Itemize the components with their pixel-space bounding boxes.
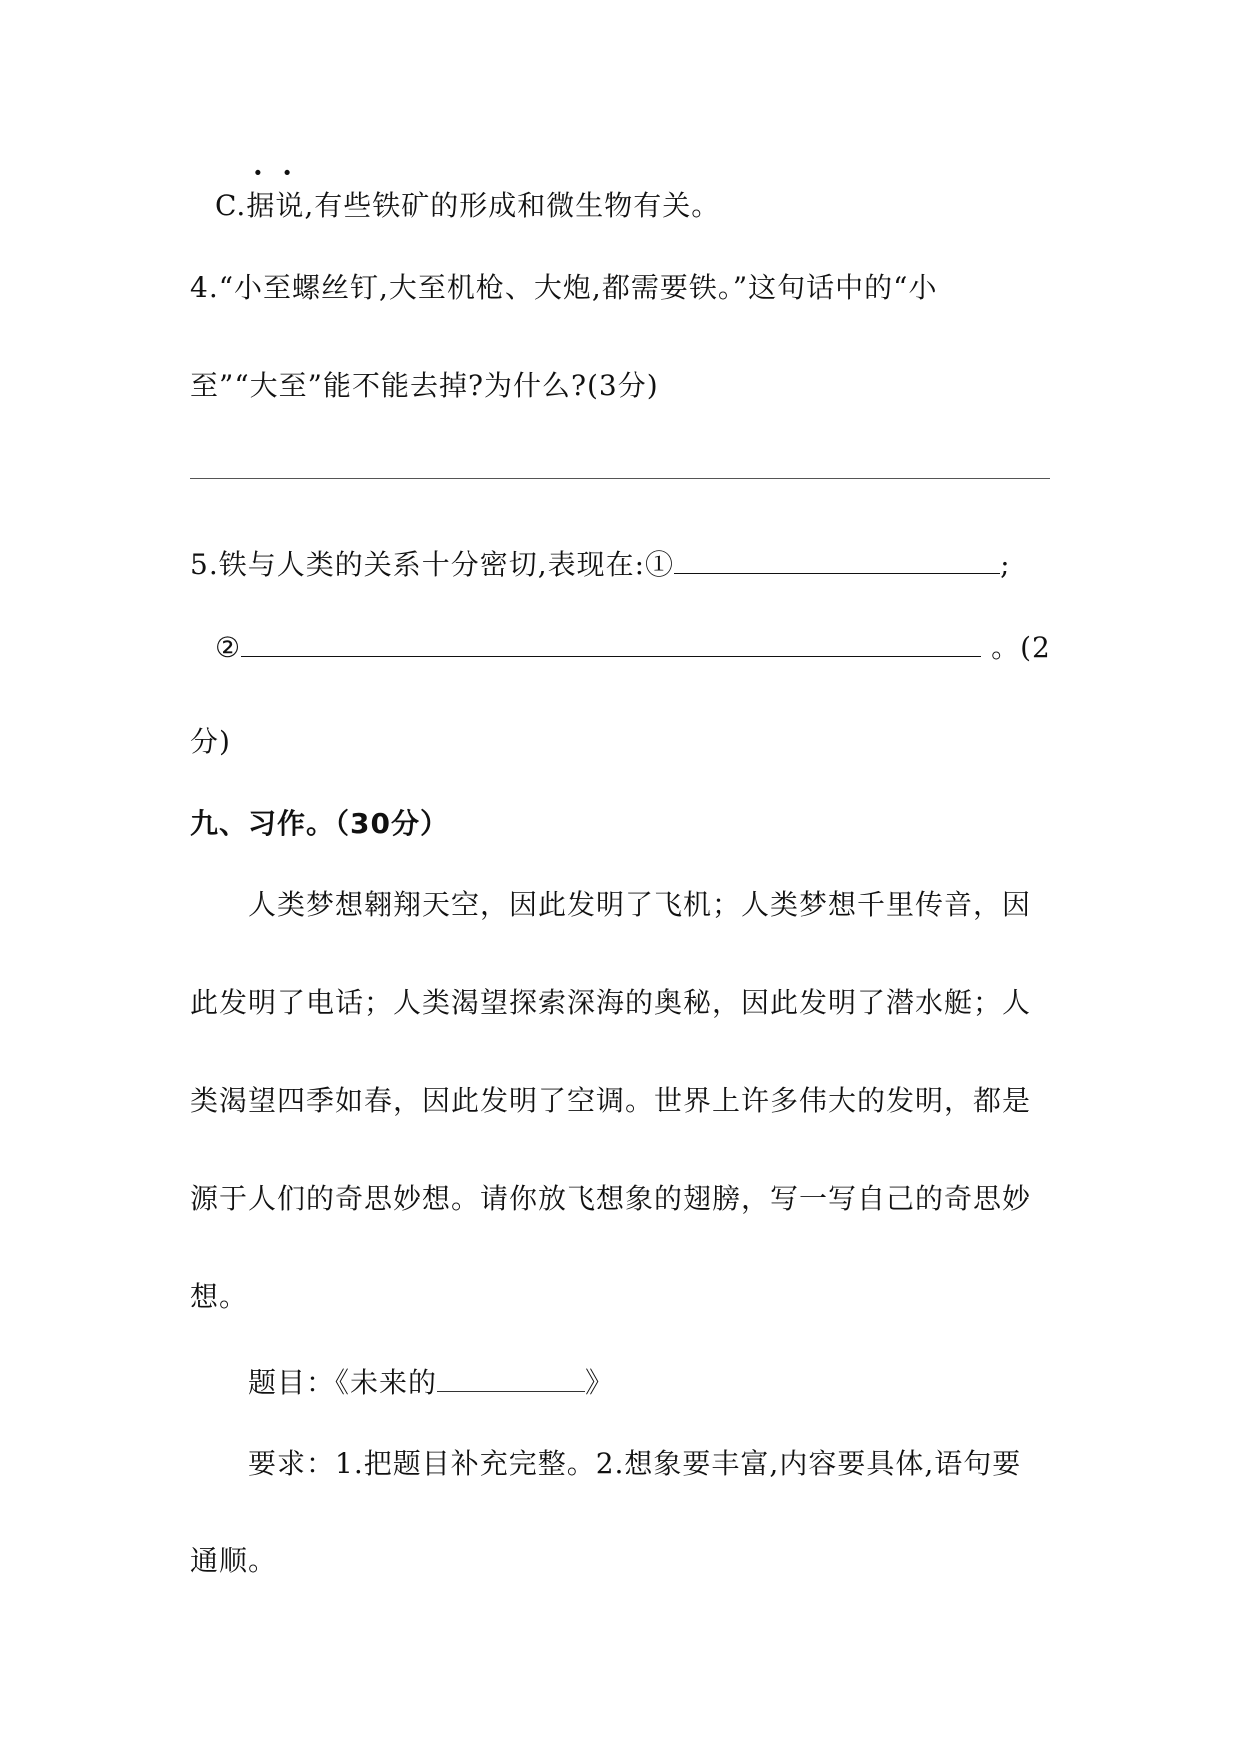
- requirements-line-1: 要求：1.把题目补充完整。2.想象要丰富,内容要具体,语句要: [248, 1447, 1022, 1480]
- answer-blank-1[interactable]: [674, 545, 1000, 574]
- question-5-line-2: [215, 628, 1051, 666]
- essay-prompt-line-2: 此发明了电话；人类渴望探索深海的奥秘，因此发明了潜水艇；人: [190, 986, 1032, 1019]
- answer-line-q4[interactable]: [190, 478, 1050, 479]
- title-blank[interactable]: [437, 1365, 585, 1392]
- question-5-line-1: [190, 545, 1011, 583]
- essay-title-line: [248, 1365, 614, 1401]
- answer-blank-2[interactable]: [241, 628, 981, 657]
- question-4-line-1: 4.“小至螺丝钉,大至机枪、大炮,都需要铁。”这句话中的“小: [190, 271, 938, 304]
- semicolon: ;: [1000, 548, 1011, 581]
- score-text: 。(2: [991, 631, 1051, 664]
- circle-number-2: ②: [215, 631, 242, 664]
- essay-prompt-line-3: 类渴望四季如春，因此发明了空调。世界上许多伟大的发明，都是: [190, 1084, 1032, 1117]
- title-suffix: 》: [585, 1366, 615, 1399]
- question-5-line-3: 分): [190, 725, 231, 758]
- requirements-line-2: 通顺。: [190, 1544, 278, 1577]
- question-4-line-2: 至”“大至”能不能去掉?为什么?(3分): [190, 369, 659, 402]
- section-9-heading: 九、习作。（30分）: [190, 807, 449, 840]
- essay-prompt-line-5: 想。: [190, 1280, 249, 1313]
- essay-prompt-line-1: 人类梦想翱翔天空，因此发明了飞机；人类梦想千里传音，因: [248, 888, 1032, 921]
- essay-prompt-line-4: 源于人们的奇思妙想。请你放飞想象的翅膀，写一写自己的奇思妙: [190, 1182, 1032, 1215]
- question-5-text: 5.铁与人类的关系十分密切,表现在:①: [190, 548, 675, 581]
- q3-option-c: C.据说,有些铁矿的形成和微生物有关。: [215, 189, 721, 222]
- emphasis-dots: · ·: [253, 156, 292, 189]
- title-prefix: 题目：《未来的: [248, 1366, 438, 1399]
